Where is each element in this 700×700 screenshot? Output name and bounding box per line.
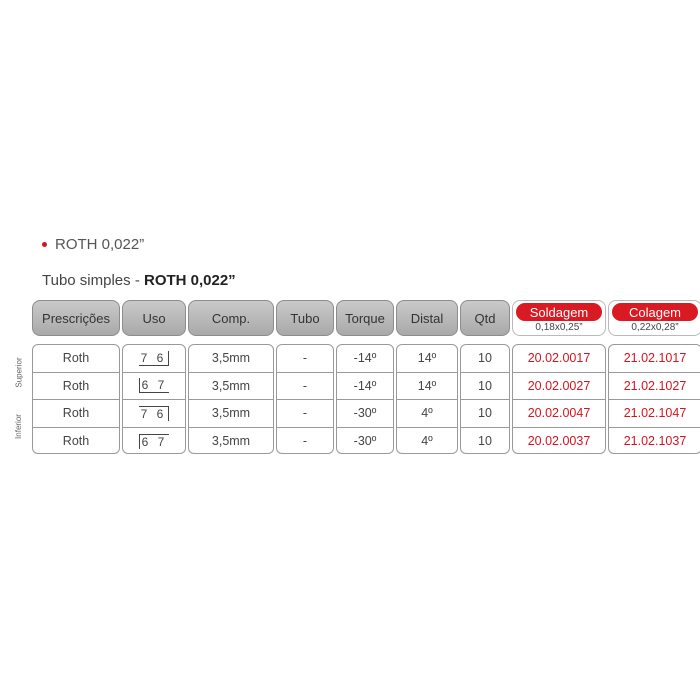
colagem-dimension: 0,22x0,28” — [631, 322, 679, 333]
column-distal — [396, 344, 458, 454]
table-cell — [123, 345, 185, 373]
header-qtd: Qtd — [460, 300, 510, 336]
table-cell: 21.02.1027 — [609, 373, 700, 401]
header-uso: Uso — [122, 300, 186, 336]
column-qtd — [460, 344, 510, 454]
table-cell: 20.02.0027 — [513, 373, 605, 401]
soldagem-dimension: 0,18x0,25” — [535, 322, 583, 333]
table-cell: 21.02.1047 — [609, 400, 700, 428]
tooth-notation: 7 6 — [139, 351, 170, 366]
header-torque: Torque — [336, 300, 394, 336]
table-subtitle — [42, 272, 236, 289]
table-cell: -14º — [337, 345, 393, 373]
table-cell: Roth — [33, 373, 119, 401]
bullet-dot-icon — [42, 242, 47, 247]
subtitle-bold: ROTH 0,022” — [143, 272, 236, 289]
table-cell: -30º — [337, 400, 393, 428]
table-cell: Roth — [33, 345, 119, 373]
header-prescricoes: Prescrições — [32, 300, 120, 336]
table-cell: 21.02.1017 — [609, 345, 700, 373]
header-distal: Distal — [396, 300, 458, 336]
table-cell: 20.02.0047 — [513, 400, 605, 428]
table-cell: 14º — [397, 345, 457, 373]
header-comp: Comp. — [188, 300, 274, 336]
table-cell: 10 — [461, 400, 509, 428]
table-cell: -14º — [337, 373, 393, 401]
table-cell: - — [277, 373, 333, 401]
table-cell: 10 — [461, 345, 509, 373]
table-cell: - — [277, 345, 333, 373]
section-title: ROTH 0,022” — [55, 236, 145, 253]
table-cell: 3,5mm — [189, 373, 273, 401]
section-bullet — [42, 236, 144, 253]
table-cell: 3,5mm — [211, 434, 251, 449]
subtitle-prefix: Tubo simples - — [42, 272, 144, 289]
colagem-label: Colagem — [612, 303, 698, 321]
column-soldagem — [512, 344, 606, 454]
table-cell: 14º — [397, 373, 457, 401]
tooth-notation: 6 7 — [139, 378, 170, 393]
side-label-superior: Superior — [14, 357, 24, 388]
column-comp — [188, 344, 274, 454]
table-cell: 20.02.0037 — [527, 434, 591, 449]
tooth-notation: 7 6 — [139, 406, 170, 421]
table-cell: 4º — [421, 434, 433, 449]
table-cell: 4º — [397, 400, 457, 428]
header-soldagem — [512, 300, 606, 336]
table-cell — [123, 428, 185, 455]
header-tubo: Tubo — [276, 300, 334, 336]
table-cell: 10 — [478, 434, 492, 449]
table-cell: 10 — [461, 373, 509, 401]
table-cell: - — [277, 400, 333, 428]
table-cell — [123, 400, 185, 428]
column-prescricoes — [32, 344, 120, 454]
table-cell: 3,5mm — [189, 345, 273, 373]
table-cell: 21.02.1037 — [623, 434, 687, 449]
column-colagem — [608, 344, 700, 454]
side-label-inferior: Inferior — [13, 414, 23, 439]
table-cell: 3,5mm — [189, 400, 273, 428]
table-cell: - — [302, 434, 308, 449]
column-tubo — [276, 344, 334, 454]
table-cell: 20.02.0017 — [513, 345, 605, 373]
table-cell: Roth — [62, 434, 90, 449]
table-cell: -30º — [353, 434, 377, 449]
table-cell — [123, 373, 185, 401]
header-colagem — [608, 300, 700, 336]
soldagem-label: Soldagem — [516, 303, 602, 321]
table-cell: Roth — [33, 400, 119, 428]
column-torque — [336, 344, 394, 454]
column-uso — [122, 344, 186, 454]
tooth-notation: 6 7 — [139, 434, 170, 449]
